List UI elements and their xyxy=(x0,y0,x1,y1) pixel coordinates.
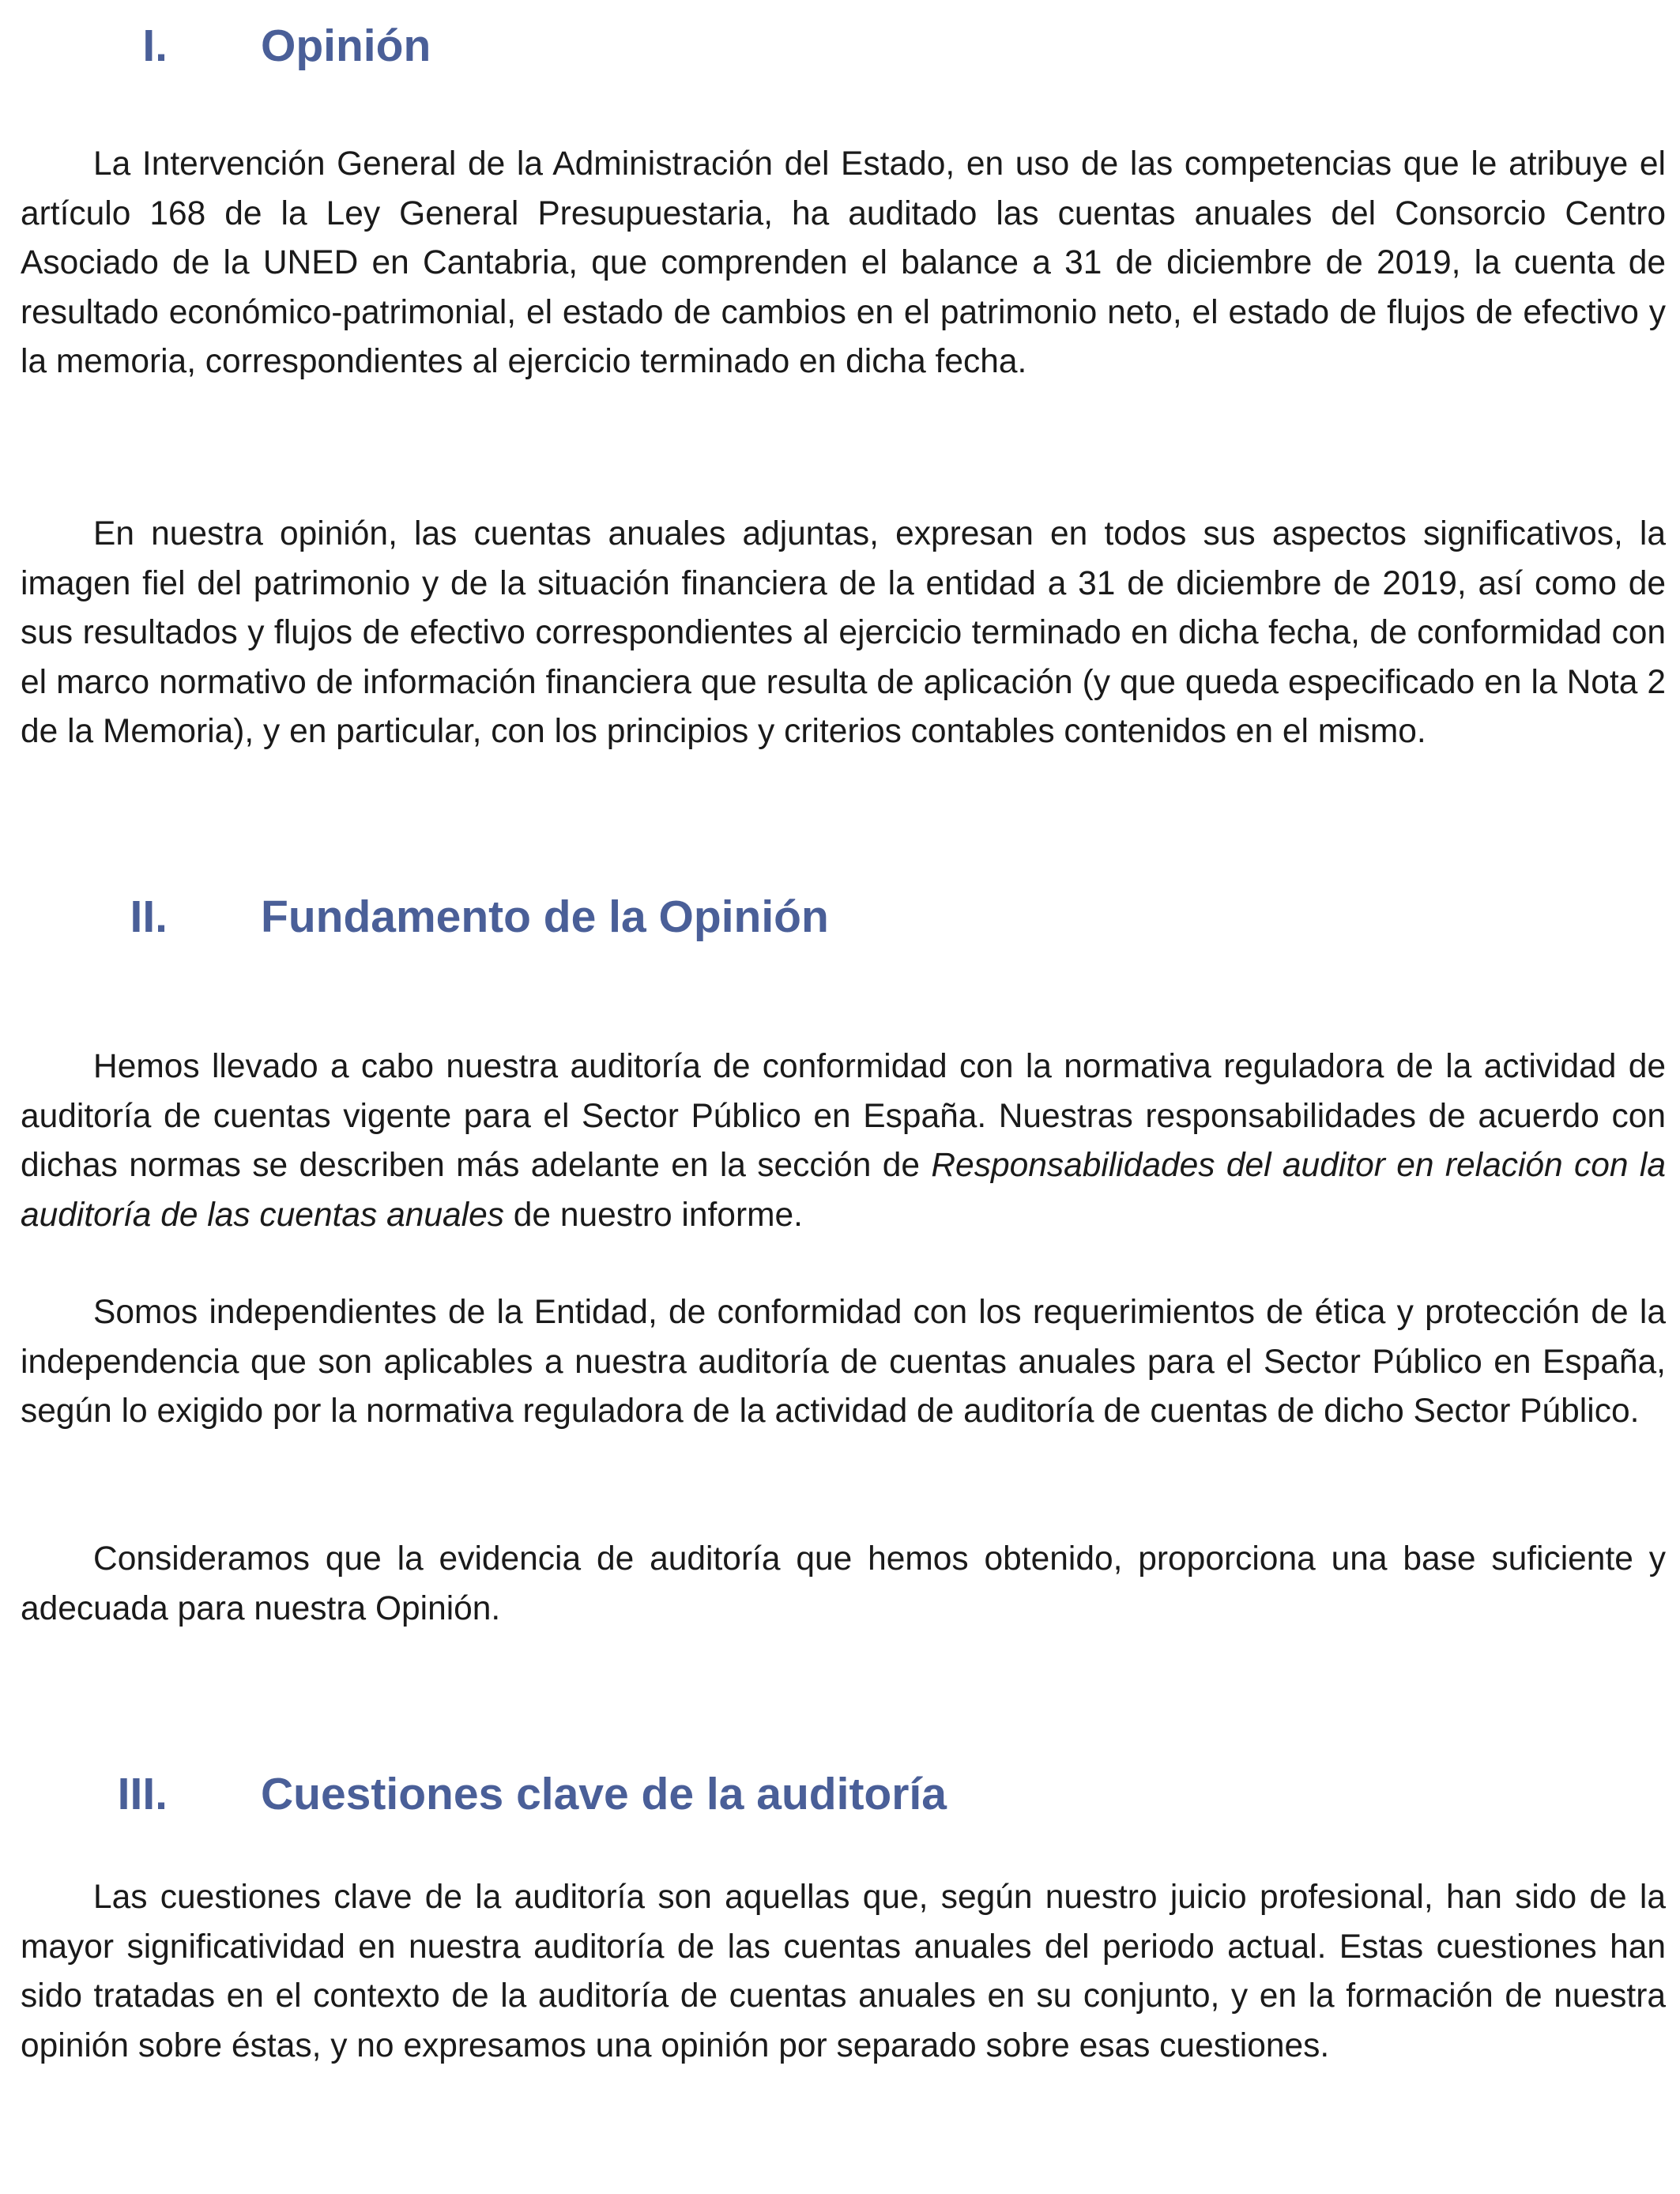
paragraph: Las cuestiones clave de la auditoría son aquellas que, según nuestro juicio profesional, han sido de la mayor significatividad en nuestra auditoría de las cuentas anuales del periodo actual. Estas cuestiones han sido tratadas en el contexto de la auditoría de cuentas anuales en su conjunto, y en la formación de nuestra opinión sobre éstas, y no expresamos una opinión por separado sobre esas cuestiones. xyxy=(21,1879,1666,2064)
paragraph-text: de nuestro informe. xyxy=(503,1196,803,1234)
paragraph-text: Hemos llevado a cabo nuestra auditoría de conformidad con la normativa reguladora de la actividad de auditoría de cuentas vigente para el Sector Público en España. Nuestras responsabilidades de acuerdo con dichas normas se describen más adelante en la sección de xyxy=(21,1048,1666,1184)
section-title: Opinión xyxy=(261,21,431,71)
paragraph: Somos independientes de la Entidad, de conformidad con los requerimientos de ética y protección de la independencia que son aplicables a nuestra auditoría de cuentas anuales para el Sector Público en España, según lo exigido por la normativa reguladora de la actividad de auditoría de cuentas de dicho Sector Público. xyxy=(21,1294,1666,1430)
paragraph: Consideramos que la evidencia de auditoría que hemos obtenido, proporciona una base suficiente y adecuada para nuestra Opinión. xyxy=(21,1540,1666,1627)
section-number: II. xyxy=(130,892,168,942)
section-title: Fundamento de la Opinión xyxy=(261,892,829,942)
section-title: Cuestiones clave de la auditoría xyxy=(261,1769,947,1819)
paragraph: La Intervención General de la Administración del Estado, en uso de las competencias que le atribuye el artículo 168 de la Ley General Presupuestaria, ha auditado las cuentas anuales del Consorcio Centro Asociado de la UNED en Cantabria, que comprenden el balance a 31 de diciembre de 2019, la cuenta de resultado económico-patrimonial, el estado de cambios en el patrimonio neto, el estado de flujos de efectivo y la memoria, correspondientes al ejercicio terminado en dicha fecha. xyxy=(21,145,1666,380)
paragraph xyxy=(21,1042,1666,1240)
paragraph: En nuestra opinión, las cuentas anuales adjuntas, expresan en todos sus aspectos significativos, la imagen fiel del patrimonio y de la situación financiera de la entidad a 31 de diciembre de 2019, así como de sus resultados y flujos de efectivo correspondientes al ejercicio terminado en dicha fecha, de conformidad con el marco normativo de información financiera que resulta de aplicación (y que queda especificado en la Nota 2 de la Memoria), y en particular, con los principios y criterios contables contenidos en el mismo. xyxy=(21,515,1666,750)
section-number: III. xyxy=(117,1769,168,1819)
section-number: I. xyxy=(142,21,168,71)
paragraph-italic-text: Responsabilidades del auditor en relación con la auditoría de las cuentas anuales xyxy=(21,1147,1666,1234)
